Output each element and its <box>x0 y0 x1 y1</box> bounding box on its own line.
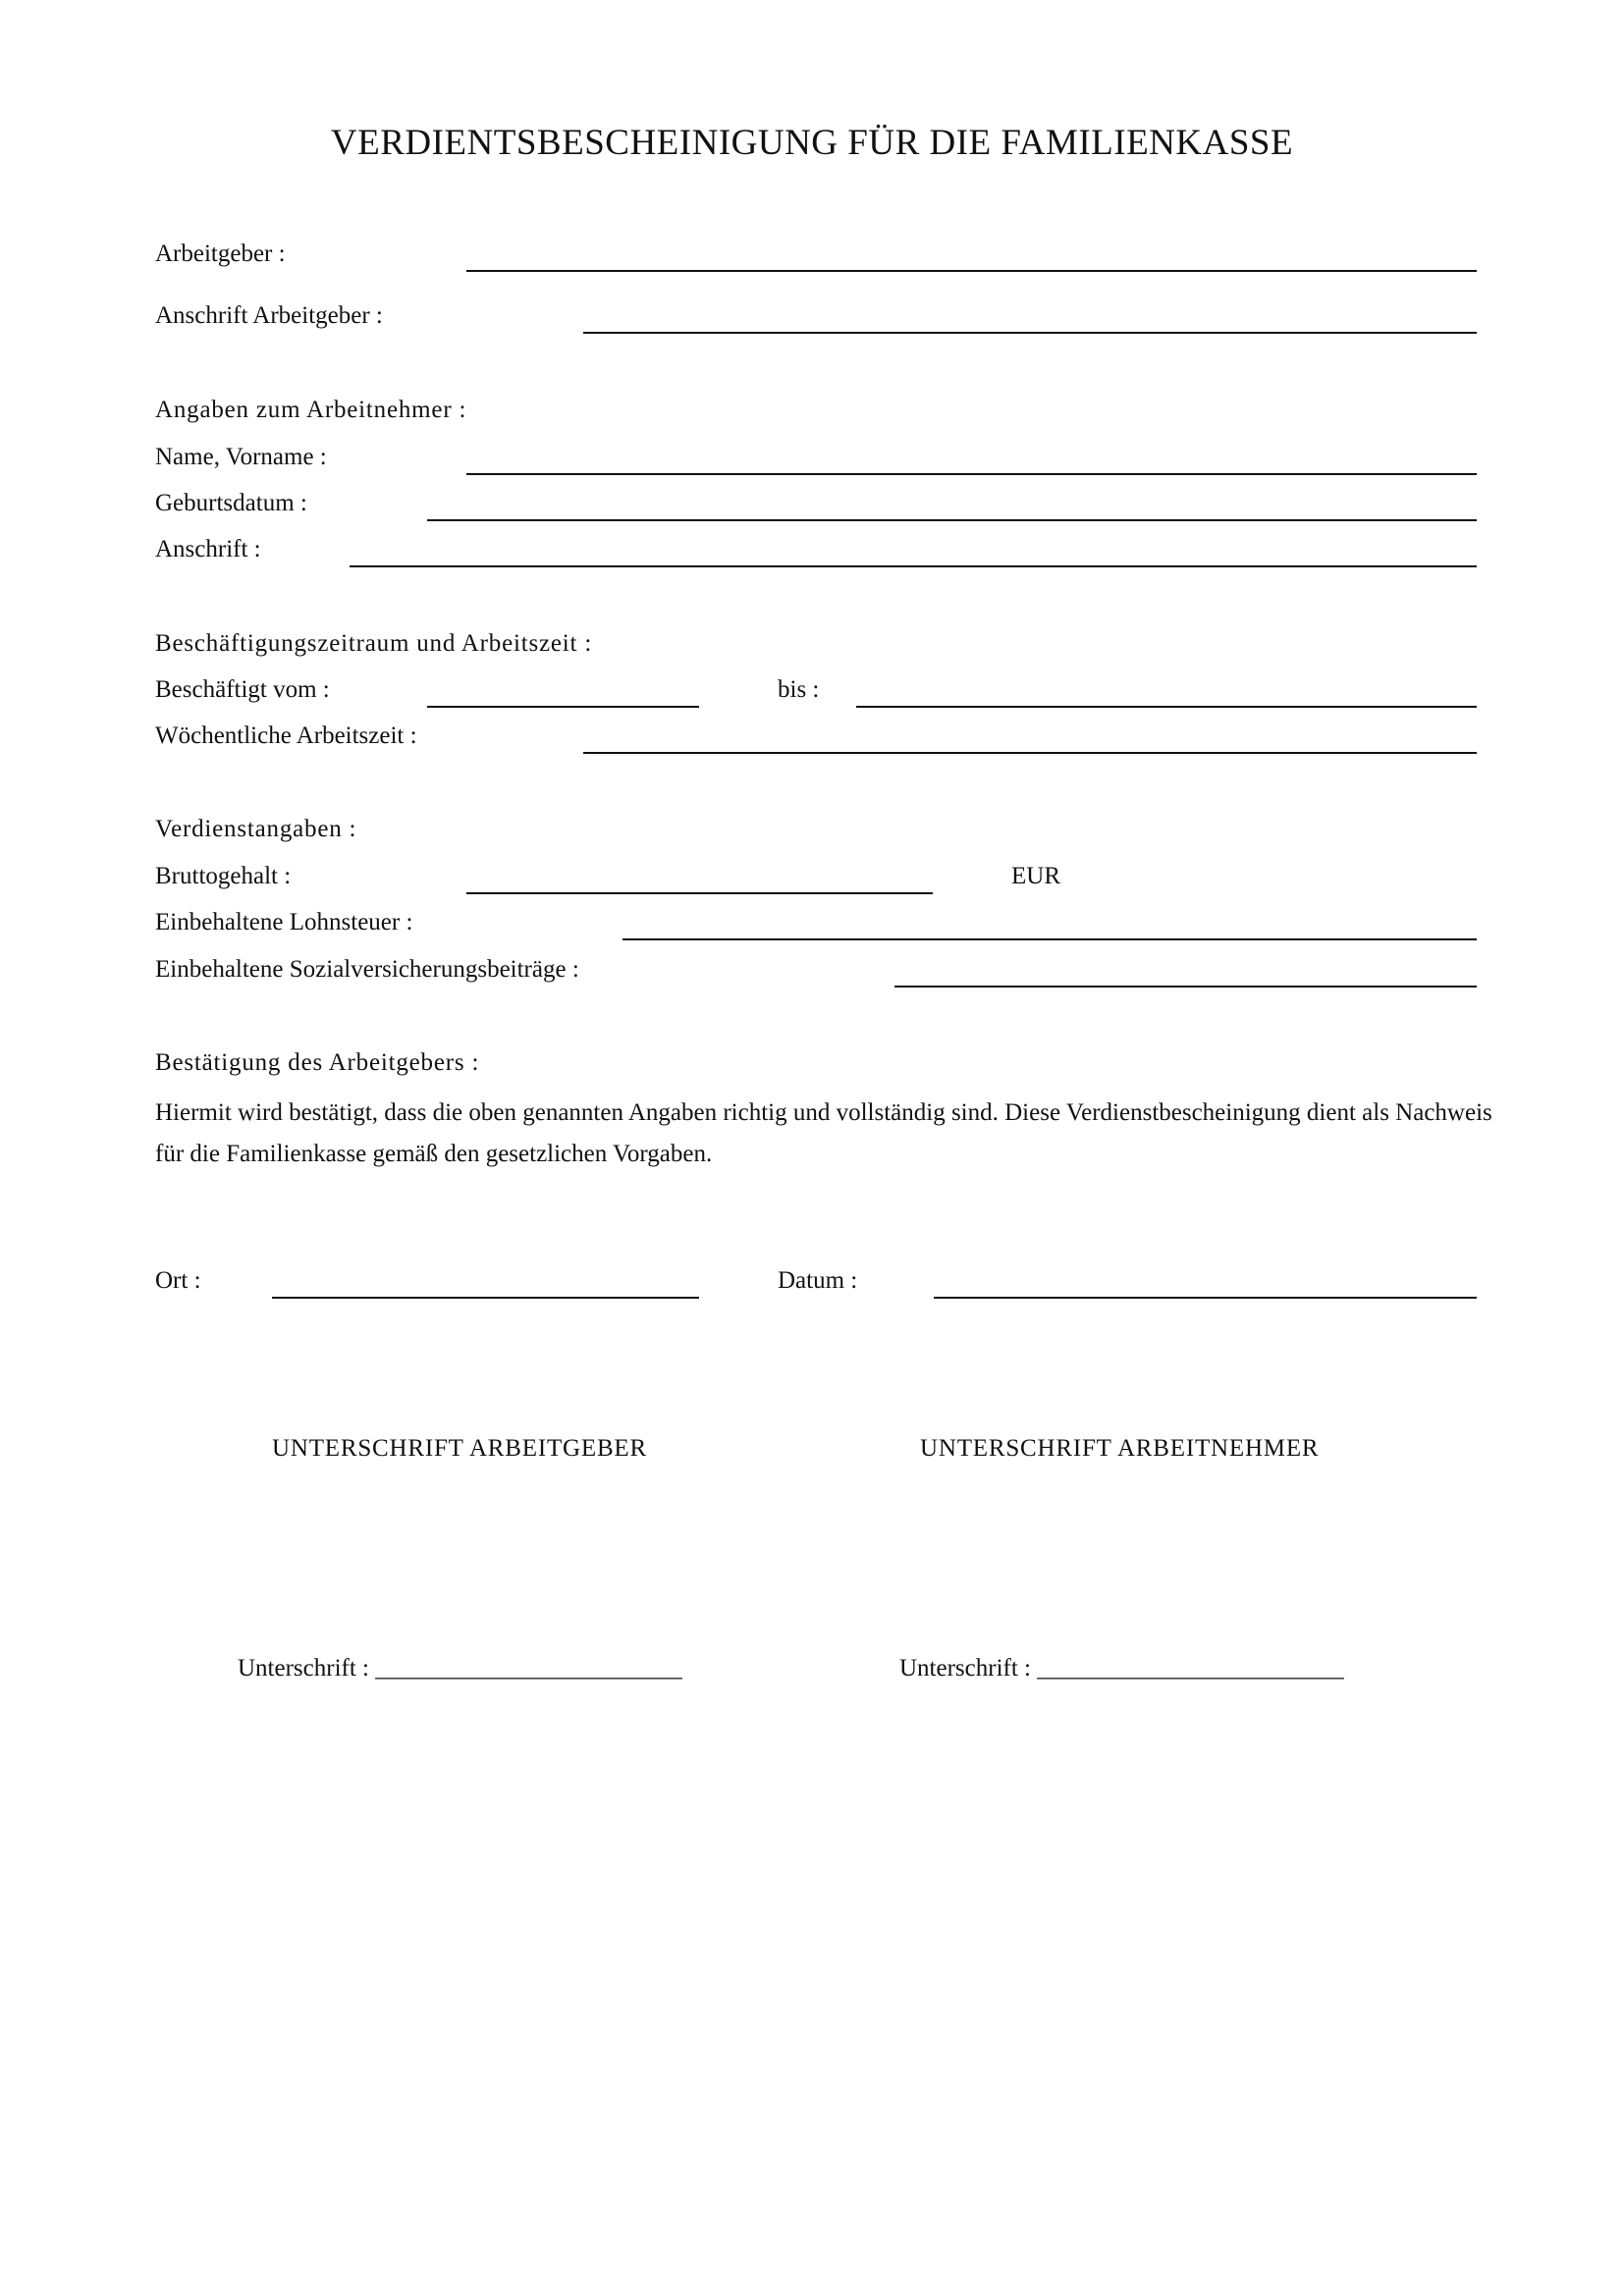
bis-label: bis : <box>778 676 820 703</box>
currency-label: EUR <box>1011 863 1060 889</box>
geburtsdatum-field[interactable] <box>427 519 1477 521</box>
bruttogehalt-field[interactable] <box>466 892 933 894</box>
signature-employer-line[interactable]: Unterschrift : _________________________ <box>238 1655 682 1682</box>
bis-field[interactable] <box>856 706 1477 708</box>
bruttogehalt-label: Bruttogehalt : <box>155 863 292 889</box>
geburtsdatum-label: Geburtsdatum : <box>155 490 307 516</box>
arbeitszeit-field[interactable] <box>583 752 1477 754</box>
anschrift-arbeitnehmer-label: Anschrift : <box>155 536 261 562</box>
sozialversicherung-field[interactable] <box>894 986 1477 988</box>
name-vorname-field[interactable] <box>466 473 1477 475</box>
signature-employer-heading: UNTERSCHRIFT ARBEITGEBER <box>272 1435 647 1462</box>
arbeitnehmer-heading: Angaben zum Arbeitnehmer : <box>155 397 467 423</box>
bestaetigung-text: Hiermit wird bestätigt, dass die oben genannten Angaben richtig und vollständig sind. Diese Verdienstbescheinigung dient als Nachweis für die Familienkasse gemäß den gesetzlichen Vorgaben. <box>155 1099 1492 1167</box>
lohnsteuer-field[interactable] <box>623 938 1477 940</box>
beschaeftigt-vom-field[interactable] <box>427 706 699 708</box>
lohnsteuer-label: Einbehaltene Lohnsteuer : <box>155 909 413 935</box>
verdienst-heading: Verdienstangaben : <box>155 816 357 842</box>
datum-label: Datum : <box>778 1267 858 1294</box>
bestaetigung-heading: Bestätigung des Arbeitgebers : <box>155 1049 480 1076</box>
anschrift-arbeitgeber-label: Anschrift Arbeitgeber : <box>155 302 383 329</box>
ort-label: Ort : <box>155 1267 201 1294</box>
name-vorname-label: Name, Vorname : <box>155 444 327 470</box>
anschrift-arbeitnehmer-field[interactable] <box>350 565 1477 567</box>
datum-field[interactable] <box>934 1297 1477 1299</box>
signature-employee-heading: UNTERSCHRIFT ARBEITNEHMER <box>920 1435 1320 1462</box>
beschaeftigung-heading: Beschäftigungszeitraum und Arbeitszeit : <box>155 630 593 657</box>
signature-employee-line[interactable]: Unterschrift : _________________________ <box>899 1655 1344 1682</box>
beschaeftigt-vom-label: Beschäftigt vom : <box>155 676 330 703</box>
arbeitgeber-label: Arbeitgeber : <box>155 240 286 267</box>
ort-field[interactable] <box>272 1297 699 1299</box>
sozialversicherung-label: Einbehaltene Sozialversicherungsbeiträge : <box>155 956 579 983</box>
arbeitszeit-label: Wöchentliche Arbeitszeit : <box>155 722 417 749</box>
anschrift-arbeitgeber-field[interactable] <box>583 332 1477 334</box>
page-title: VERDIENTSBESCHEINIGUNG FÜR DIE FAMILIENKASSE <box>330 123 1294 163</box>
arbeitgeber-field[interactable] <box>466 270 1477 272</box>
